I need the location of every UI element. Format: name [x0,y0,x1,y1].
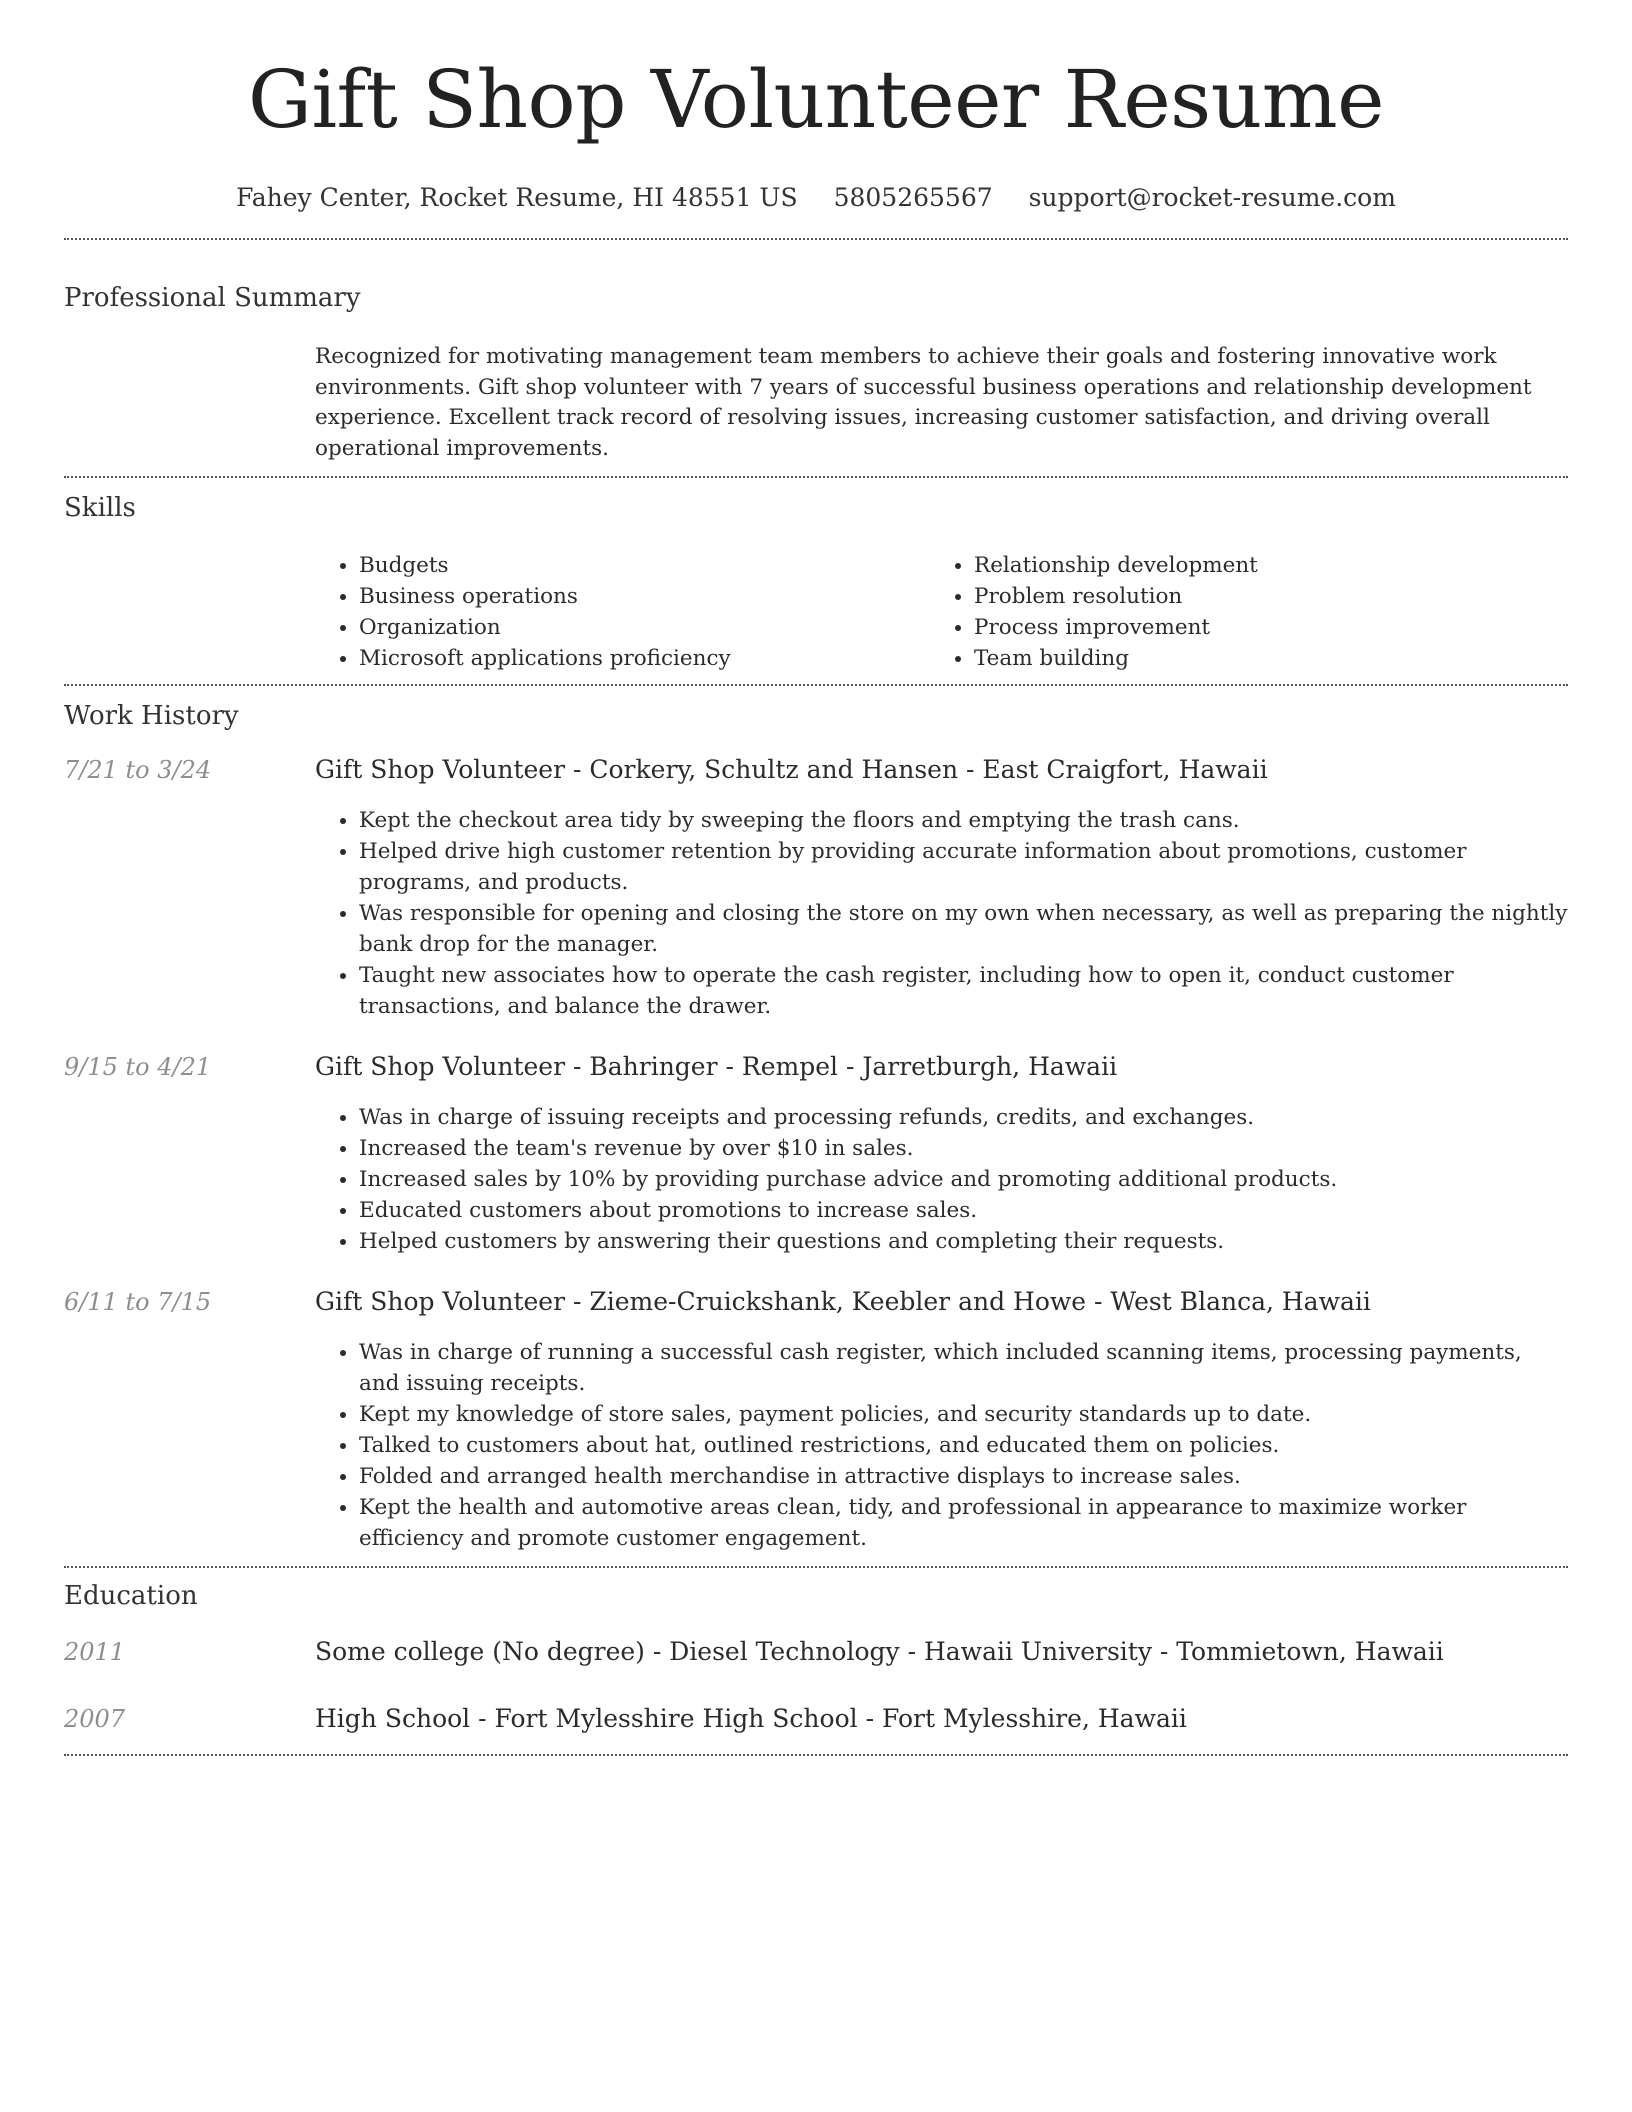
skill-item: • Business operations [359,581,939,612]
job-bullet: • Educated customers about promotions to increase sales. [359,1195,1568,1226]
skills-list-left [315,550,939,674]
education-entry: High School - Fort Mylesshire High School - Fort Mylesshire, Hawaii [315,1704,1187,1733]
section-divider [64,476,1568,478]
education-heading: Education [64,1581,198,1611]
job-bullets [315,1102,1568,1257]
job-bullet: • Increased sales by 10% by providing purchase advice and promoting additional products. [359,1164,1568,1195]
job-bullet: • Was responsible for opening and closing the store on my own when necessary, as well as preparing the nightly bank drop for the manager. [359,898,1568,960]
contact-line [0,182,1632,214]
skill-item: • Process improvement [974,612,1574,643]
job-bullets [315,805,1568,1022]
job-dates: 6/11 to 7/15 [64,1288,212,1316]
job-bullet: • Kept my knowledge of store sales, payment policies, and security standards up to date. [359,1399,1568,1430]
skill-item: • Microsoft applications proficiency [359,643,939,674]
job-bullet: • Kept the health and automotive areas clean, tidy, and professional in appearance to maximize worker efficiency and promote customer engagement. [359,1492,1568,1554]
job-bullet: • Helped customers by answering their questions and completing their requests. [359,1226,1568,1257]
job-bullet: • Was in charge of running a successful cash register, which included scanning items, processing payments, and issuing receipts. [359,1337,1568,1399]
work-heading: Work History [64,701,239,731]
contact-address: Fahey Center, Rocket Resume, HI 48551 US [236,183,798,212]
section-divider [64,238,1568,240]
job-bullet: • Kept the checkout area tidy by sweeping the floors and emptying the trash cans. [359,805,1568,836]
resume-title: Gift Shop Volunteer Resume [248,53,1384,146]
education-year: 2007 [64,1705,126,1733]
summary-text: Recognized for motivating management team members to achieve their goals and fostering innovative work environments. Gift shop volunteer with 7 years of successful business operations and relationship development experience. Excellent track record of resolving issues, increasing customer satisfaction, and driving overall operational improvements. [315,344,1532,461]
job-bullet: • Helped drive high customer retention by providing accurate information about promotions, customer programs, and products. [359,836,1568,898]
skills-list-right [930,550,1574,674]
job-bullet: • Talked to customers about hat, outlined restrictions, and educated them on policies. [359,1430,1568,1461]
contact-phone: 5805265567 [833,183,993,212]
contact-email: support@rocket-resume.com [1028,183,1396,212]
section-divider [64,684,1568,686]
job-title: Gift Shop Volunteer - Corkery, Schultz and Hansen - East Craigfort, Hawaii [315,755,1268,784]
summary-heading: Professional Summary [64,283,361,313]
job-bullets [315,1337,1568,1554]
section-divider [64,1754,1568,1756]
job-title: Gift Shop Volunteer - Bahringer - Rempel - Jarretburgh, Hawaii [315,1052,1118,1081]
skills-heading: Skills [64,493,136,523]
education-year: 2011 [64,1638,126,1666]
resume-header [0,0,1632,214]
skill-item: • Problem resolution [974,581,1574,612]
skill-item: • Budgets [359,550,939,581]
job-bullet: • Increased the team's revenue by over $10 in sales. [359,1133,1568,1164]
job-bullet: • Was in charge of issuing receipts and processing refunds, credits, and exchanges. [359,1102,1568,1133]
job-bullet: • Folded and arranged health merchandise in attractive displays to increase sales. [359,1461,1568,1492]
job-dates: 9/15 to 4/21 [64,1053,212,1081]
job-bullet: • Taught new associates how to operate the cash register, including how to open it, conduct customer transactions, and balance the drawer. [359,960,1568,1022]
job-dates: 7/21 to 3/24 [64,756,212,784]
skill-item: • Relationship development [974,550,1574,581]
job-title: Gift Shop Volunteer - Zieme-Cruickshank, Keebler and Howe - West Blanca, Hawaii [315,1287,1371,1316]
skill-item: • Team building [974,643,1574,674]
education-entry: Some college (No degree) - Diesel Technology - Hawaii University - Tommietown, Hawaii [315,1637,1444,1666]
section-divider [64,1566,1568,1568]
skill-item: • Organization [359,612,939,643]
